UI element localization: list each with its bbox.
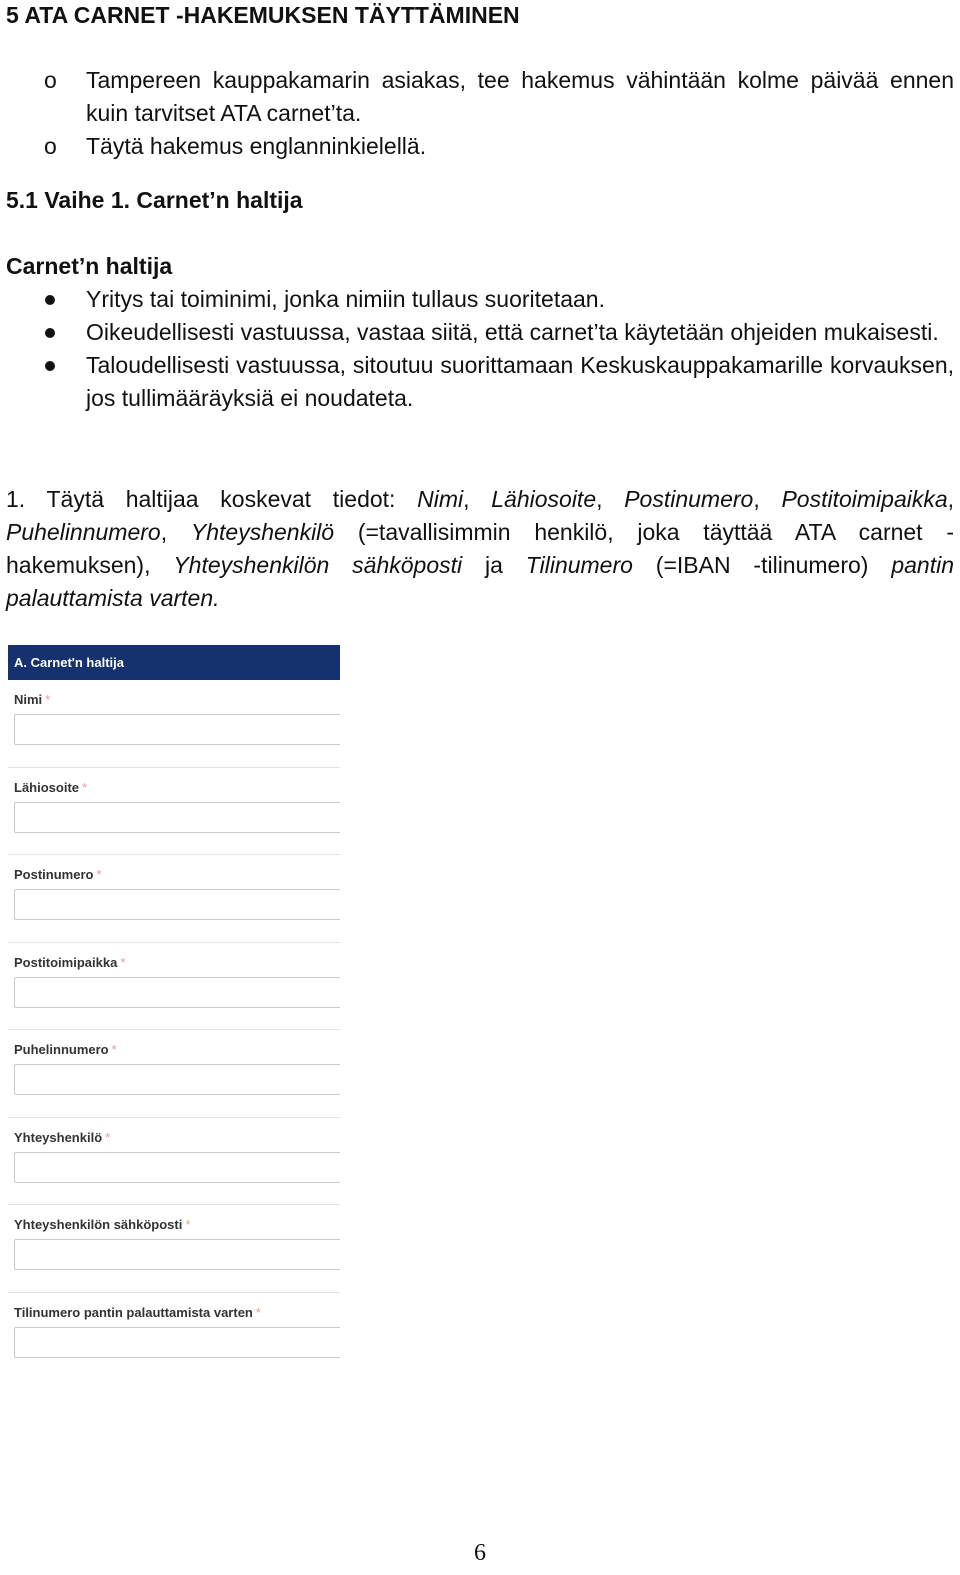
field-label: Nimi * bbox=[14, 692, 51, 707]
circle-bullet-icon: o bbox=[44, 67, 57, 93]
required-mark: * bbox=[185, 1217, 191, 1232]
postinumero-input[interactable] bbox=[14, 889, 340, 920]
nimi-input[interactable] bbox=[14, 714, 340, 745]
circle-bullet-icon: o bbox=[44, 133, 57, 159]
lahiosoite-input[interactable] bbox=[14, 802, 340, 833]
bullet-dot-icon bbox=[45, 361, 55, 371]
field-label: Yhteyshenkilö * bbox=[14, 1129, 111, 1145]
page-heading: 5 ATA CARNET -HAKEMUKSEN TÄYTTÄMINEN bbox=[6, 2, 520, 28]
field-label: Puhelinnumero * bbox=[14, 1042, 117, 1057]
bullet-text: Yritys tai toiminimi, jonka nimiin tullaus suoritetaan. bbox=[86, 286, 605, 312]
field-yhteyshenkilo bbox=[8, 1118, 340, 1206]
intro-item-text: Täytä hakemus englanninkielellä. bbox=[86, 133, 427, 159]
puhelinnumero-input[interactable] bbox=[14, 1064, 340, 1095]
yhteyshenkilo-input[interactable] bbox=[14, 1152, 340, 1183]
form-header: A. Carnet'n haltija bbox=[8, 645, 340, 680]
field-lahiosoite bbox=[8, 768, 340, 856]
intro-item-text: Tampereen kauppakamarin asiakas, tee hakemus vähintään kolme päivää ennen kuin tarvitset ATA carnet’ta. bbox=[86, 67, 954, 126]
instruction-paragraph: 1. Täytä haltijaa koskevat tiedot: Nimi, Lähiosoite, Postinumero, Postitoimipaikka, Puhelinnumero, Yhteyshenkilö (=tavallisimmin henkilö, joka täyttää ATA carnet -hakemuksen), Yhteyshenkilön sähköposti ja Tilinumero (=IBAN -tilinumero) pantin palauttamista varten. bbox=[6, 486, 955, 611]
list-item bbox=[0, 130, 954, 163]
required-mark: * bbox=[105, 1129, 111, 1145]
field-postinumero bbox=[8, 855, 340, 943]
field-label: Postinumero * bbox=[14, 867, 102, 882]
sahkoposti-input[interactable] bbox=[14, 1239, 340, 1270]
field-label: Lähiosoite * bbox=[14, 779, 88, 795]
field-nimi bbox=[8, 680, 340, 768]
field-tilinumero bbox=[8, 1293, 340, 1381]
list-item bbox=[0, 349, 954, 415]
bullet-text: Oikeudellisesti vastuussa, vastaa siitä, että carnet’ta käytetään ohjeiden mukaisesti. bbox=[86, 319, 939, 345]
field-postitoimipaikka bbox=[8, 943, 340, 1031]
intro-list bbox=[0, 64, 954, 163]
list-item bbox=[0, 283, 954, 316]
postitoimipaikka-input[interactable] bbox=[14, 977, 340, 1008]
tilinumero-input[interactable] bbox=[14, 1327, 340, 1358]
bullet-dot-icon bbox=[45, 295, 55, 305]
section-title: 5.1 Vaihe 1. Carnet’n haltija bbox=[6, 187, 303, 213]
field-label: Postitoimipaikka * bbox=[14, 954, 126, 970]
field-sahkoposti bbox=[8, 1205, 340, 1293]
list-item bbox=[0, 64, 954, 130]
bullet-text: Taloudellisesti vastuussa, sitoutuu suorittamaan Keskuskauppakamarille korvauksen, jos tullimääräyksiä ei noudateta. bbox=[86, 352, 954, 411]
subsection-title: Carnet’n haltija bbox=[6, 253, 173, 279]
required-mark: * bbox=[120, 954, 126, 970]
required-mark: * bbox=[82, 779, 88, 795]
carnet-holder-form bbox=[8, 645, 340, 1380]
required-mark: * bbox=[96, 867, 102, 882]
field-label: Tilinumero pantin palauttamista varten * bbox=[14, 1304, 261, 1320]
required-mark: * bbox=[255, 1304, 261, 1320]
field-label: Yhteyshenkilön sähköposti * bbox=[14, 1217, 191, 1232]
list-item bbox=[0, 316, 954, 349]
field-puhelinnumero bbox=[8, 1030, 340, 1118]
page-number: 6 bbox=[474, 1540, 486, 1566]
required-mark: * bbox=[111, 1042, 117, 1057]
bullet-dot-icon bbox=[45, 328, 55, 338]
required-mark: * bbox=[45, 692, 51, 707]
bullet-list bbox=[0, 283, 954, 415]
